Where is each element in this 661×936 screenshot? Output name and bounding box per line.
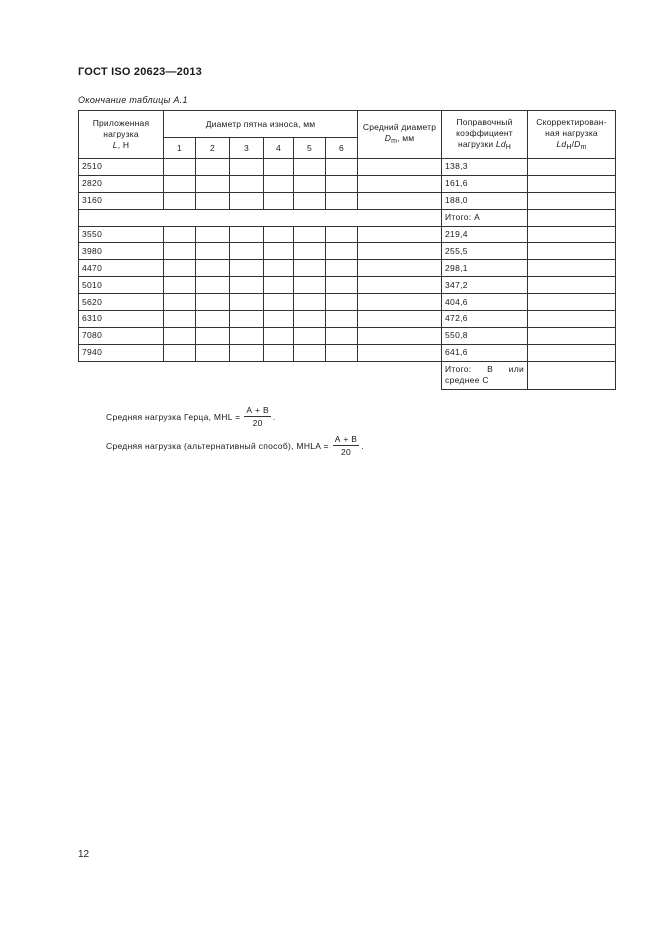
table-row (79, 294, 616, 311)
header-diam-1: 1 (164, 138, 196, 159)
factor-cell: 138,3 (442, 159, 528, 176)
page-number: 12 (78, 849, 90, 860)
factor-cell: 219,4 (442, 226, 528, 243)
results-table (78, 110, 616, 390)
table-row (79, 277, 616, 294)
formula-mhl: Средняя нагрузка Герца, MHL = $\frac{А + В}{20}$ . (106, 405, 276, 428)
total-b-row (79, 361, 616, 389)
header-correction-factor: Поправочный коэффициент нагрузки $Ld_H$ (442, 111, 528, 159)
header-diam-2: 2 (196, 138, 230, 159)
load-cell: 3550 (79, 226, 164, 243)
total-a-cell: Итого: А (442, 209, 528, 226)
load-cell: 7080 (79, 327, 164, 344)
factor-cell: 641,6 (442, 344, 528, 361)
header-mean-diameter: Средний диаметр $D_m$, мм (358, 111, 442, 159)
load-cell: 5010 (79, 277, 164, 294)
factor-cell: 404,6 (442, 294, 528, 311)
total-a-row (79, 209, 616, 226)
header-diam-4: 4 (264, 138, 294, 159)
load-cell: 5620 (79, 294, 164, 311)
formula-mhla: Средняя нагрузка (альтернативный способ), MHLA = $\frac{А + В}{20}$ . (106, 434, 364, 457)
table-row (79, 260, 616, 277)
header-diam-6: 6 (326, 138, 358, 159)
fraction: $\frac{А + В}{20}$ (334, 434, 358, 457)
table-caption: Окончание таблицы А.1 (78, 95, 188, 105)
header-diam-3: 3 (230, 138, 264, 159)
factor-cell: 161,6 (442, 175, 528, 192)
factor-cell: 188,0 (442, 192, 528, 209)
header-wear-diameter-group: Диаметр пятна износа, мм (164, 111, 358, 138)
factor-cell: 298,1 (442, 260, 528, 277)
load-cell: 2820 (79, 175, 164, 192)
factor-cell: 472,6 (442, 311, 528, 328)
table-row (79, 175, 616, 192)
table-row (79, 311, 616, 328)
header-diam-5: 5 (294, 138, 326, 159)
table-row (79, 192, 616, 209)
factor-cell: 255,5 (442, 243, 528, 260)
factor-cell: 550,8 (442, 327, 528, 344)
table-row (79, 243, 616, 260)
header-adjusted-load: Скорректирован- ная нагрузка $Ld_H/D_m$ (528, 111, 616, 159)
load-cell: 3160 (79, 192, 164, 209)
table-row (79, 327, 616, 344)
total-b-cell: Итого: В или среднее С (442, 361, 528, 389)
formulas-block (106, 404, 364, 462)
document-header: ГОСТ ISO 20623—2013 (78, 66, 202, 78)
table-row (79, 226, 616, 243)
load-cell: 2510 (79, 159, 164, 176)
header-applied-load: Приложенная нагрузка L, Н (79, 111, 164, 159)
factor-cell: 347,2 (442, 277, 528, 294)
load-cell: 6310 (79, 311, 164, 328)
fraction: $\frac{А + В}{20}$ (246, 405, 269, 428)
load-cell: 7940 (79, 344, 164, 361)
load-cell: 4470 (79, 260, 164, 277)
load-cell: 3980 (79, 243, 164, 260)
table-row (79, 344, 616, 361)
table-row (79, 159, 616, 176)
